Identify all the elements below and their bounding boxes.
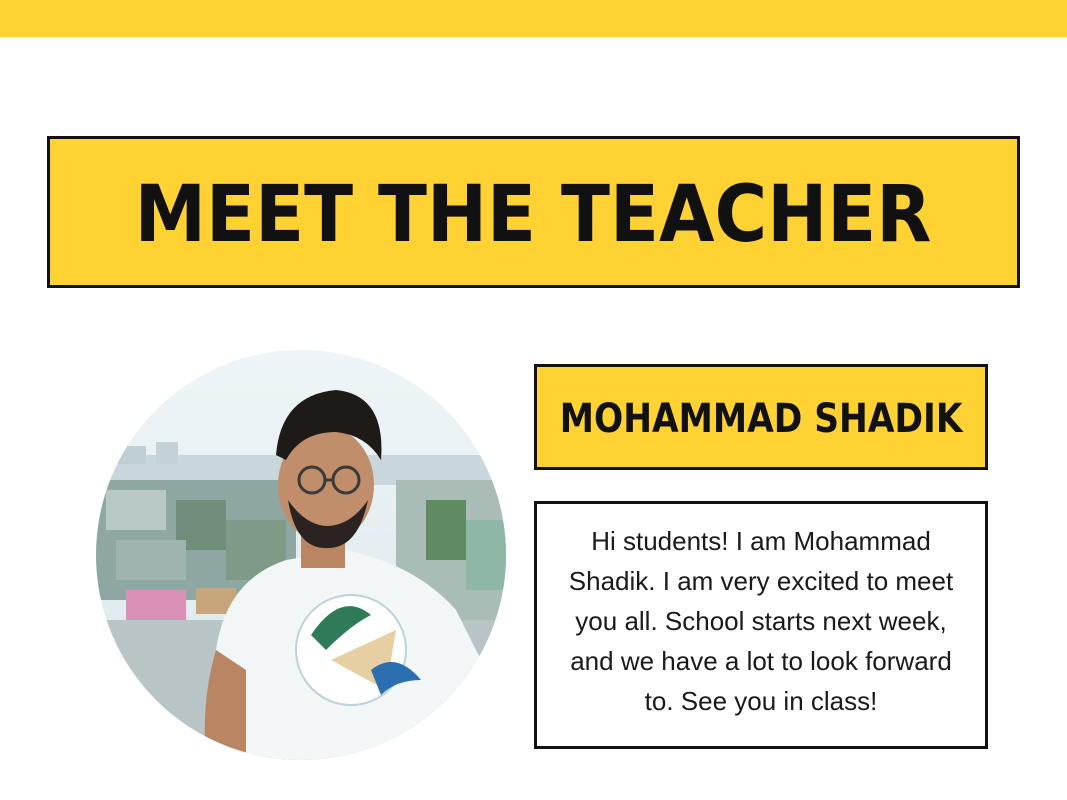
teacher-portrait-icon <box>96 350 506 760</box>
page-title: MEET THE TEACHER <box>135 170 932 260</box>
title-banner <box>47 136 1020 288</box>
teacher-name-banner <box>534 364 988 470</box>
top-accent-bar <box>0 0 1067 37</box>
teacher-bio-box <box>534 501 988 749</box>
teacher-bio: Hi students! I am Mohammad Shadik. I am very excited to meet you all. School starts next week, and we have a lot to look forward to. See you in class! <box>568 526 954 716</box>
teacher-photo <box>96 350 506 760</box>
teacher-name: MOHAMMAD SHADIK <box>559 396 963 442</box>
